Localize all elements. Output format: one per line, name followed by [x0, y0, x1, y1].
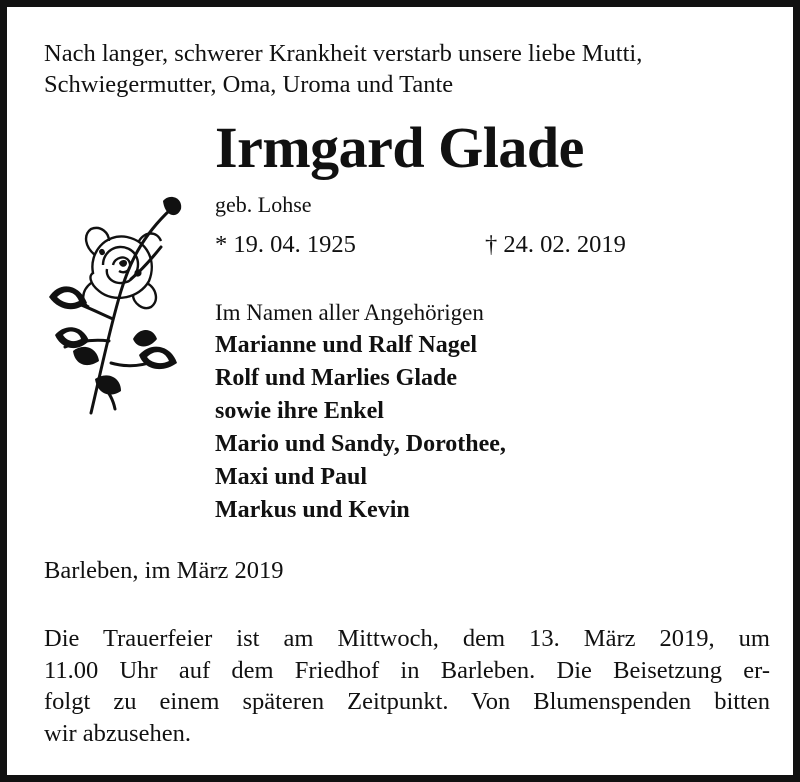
mourner-line: Marianne und Ralf Nagel — [215, 332, 478, 358]
mourner-line: Mario und Sandy, Dorothee, — [215, 431, 506, 457]
intro-line-1: Nach langer, schwerer Krankheit verstarb unsere liebe Mutti, — [44, 40, 643, 67]
funeral-info — [44, 623, 770, 749]
place-date: Barleben, im März 2019 — [44, 557, 284, 584]
funeral-info-line-4: wir abzusehen. — [44, 719, 191, 747]
mourners-intro: Im Namen aller Angehörigen — [215, 300, 484, 325]
intro-line-2: Schwiegermutter, Oma, Uroma und Tante — [44, 71, 454, 98]
rose-icon — [43, 191, 193, 421]
death-date: † 24. 02. 2019 — [485, 231, 626, 258]
birth-name: geb. Lohse — [215, 192, 312, 217]
funeral-info-line-3: folgt zu einem späteren Zeitpunkt. Von Blumenspenden bitten — [44, 688, 770, 715]
mourner-line: Maxi und Paul — [215, 464, 368, 490]
mourner-line: Rolf und Marlies Glade — [215, 365, 458, 391]
funeral-info-line-1: Die Trauerfeier ist am Mittwoch, dem 13. März 2019, um — [44, 625, 770, 652]
mourner-line: sowie ihre Enkel — [215, 398, 384, 424]
deceased-name: Irmgard Glade — [215, 115, 584, 180]
mourner-line: Markus und Kevin — [215, 497, 410, 523]
intro-text — [44, 38, 642, 100]
funeral-info-line-2: 11.00 Uhr auf dem Friedhof in Barleben. Die Beisetzung er- — [44, 656, 770, 684]
mourners-list — [215, 296, 506, 527]
birth-date: * 19. 04. 1925 — [215, 231, 356, 258]
